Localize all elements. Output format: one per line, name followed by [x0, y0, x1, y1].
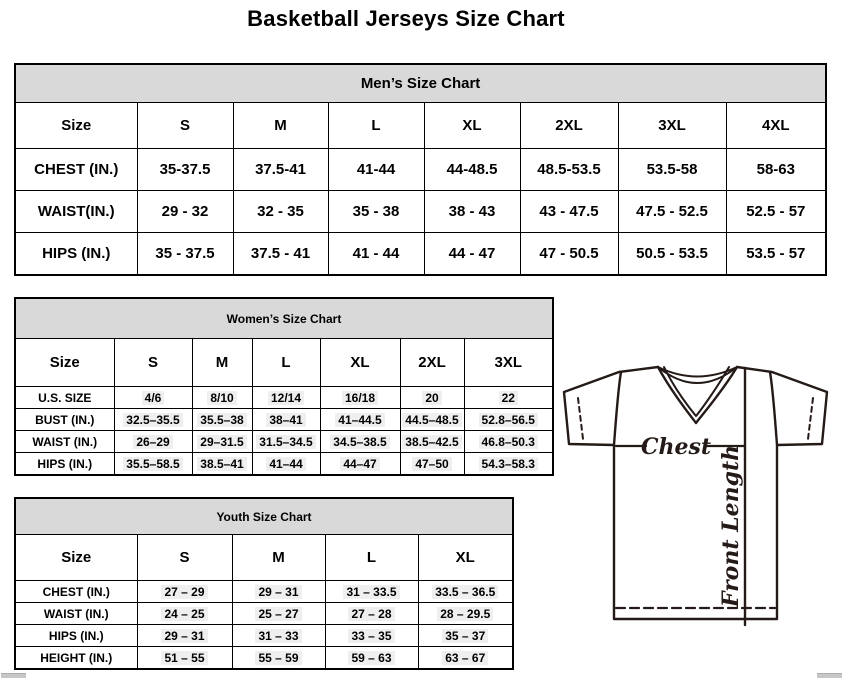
row-label: HEIGHT (IN.) — [15, 647, 137, 670]
size-cell: 48.5-53.5 — [520, 149, 618, 191]
size-cell — [325, 647, 418, 670]
size-cell: 35 - 38 — [328, 191, 424, 233]
youth-col-header: XL — [418, 535, 513, 581]
size-cell — [252, 431, 320, 453]
row-label: CHEST (IN.) — [15, 149, 137, 191]
row-label: HIPS (IN.) — [15, 625, 137, 647]
size-cell: 52.5 - 57 — [726, 191, 826, 233]
size-value: 46.8–50.3 — [479, 435, 538, 449]
size-value: 29 – 31 — [161, 629, 207, 643]
size-value: 27 – 29 — [161, 585, 207, 599]
bottom-left-fragment — [1, 673, 26, 678]
size-cell — [232, 603, 325, 625]
size-value: 4/6 — [142, 391, 165, 405]
size-cell: 32 - 35 — [233, 191, 328, 233]
mens-col-header: L — [328, 103, 424, 149]
size-cell: 44-48.5 — [424, 149, 520, 191]
mens-col-header: 2XL — [520, 103, 618, 149]
size-value: 52.8–56.5 — [479, 413, 538, 427]
size-cell — [320, 431, 400, 453]
mens-col-header: XL — [424, 103, 520, 149]
mens-hips-row — [15, 233, 826, 276]
chest-label: Chest — [640, 434, 712, 460]
size-value: 20 — [422, 391, 441, 405]
row-label: BUST (IN.) — [15, 409, 114, 431]
size-cell — [418, 647, 513, 670]
armhole-seam-right — [770, 372, 777, 445]
womens-ussize-row — [15, 387, 553, 409]
size-cell — [137, 603, 232, 625]
womens-col-header: S — [114, 339, 192, 387]
mens-col-header: 3XL — [618, 103, 726, 149]
size-value: 29 – 31 — [255, 585, 301, 599]
size-value: 28 – 29.5 — [437, 607, 493, 621]
size-cell — [232, 647, 325, 670]
youth-col-header: L — [325, 535, 418, 581]
size-cell — [252, 453, 320, 476]
womens-waist-row — [15, 431, 553, 453]
youth-hips-row — [15, 625, 513, 647]
size-value: 59 – 63 — [348, 651, 394, 665]
size-value: 41–44 — [266, 457, 305, 471]
size-cell: 41 - 44 — [328, 233, 424, 276]
size-cell — [192, 409, 252, 431]
size-value: 38–41 — [266, 413, 305, 427]
size-value: 25 – 27 — [255, 607, 301, 621]
size-value: 32.5–35.5 — [123, 413, 182, 427]
womens-col-header: Size — [15, 339, 114, 387]
size-value: 55 – 59 — [255, 651, 301, 665]
size-cell — [325, 581, 418, 603]
size-cell — [252, 409, 320, 431]
size-value: 41–44.5 — [335, 413, 384, 427]
size-value: 31.5–34.5 — [256, 435, 315, 449]
size-value: 63 – 67 — [442, 651, 488, 665]
womens-size-table — [14, 297, 554, 476]
womens-col-header: 2XL — [400, 339, 464, 387]
size-value: 31 – 33 — [255, 629, 301, 643]
size-value: 38.5–41 — [197, 457, 246, 471]
mens-col-header: 4XL — [726, 103, 826, 149]
size-cell — [192, 387, 252, 409]
mens-size-table — [14, 63, 827, 276]
size-value: 33 – 35 — [348, 629, 394, 643]
row-label: HIPS (IN.) — [15, 233, 137, 276]
womens-bust-row — [15, 409, 553, 431]
youth-waist-row — [15, 603, 513, 625]
armhole-seam-left — [614, 372, 621, 445]
mens-col-header: M — [233, 103, 328, 149]
size-cell — [320, 409, 400, 431]
row-label: WAIST (IN.) — [15, 603, 137, 625]
size-value: 12/14 — [268, 391, 304, 405]
youth-table-title: Youth Size Chart — [15, 498, 513, 535]
size-value: 22 — [499, 391, 518, 405]
size-value: 16/18 — [342, 391, 378, 405]
sleeve-dash-right — [808, 398, 813, 439]
bottom-right-fragment — [817, 673, 842, 678]
size-value: 26–29 — [133, 435, 172, 449]
size-value: 35.5–38 — [197, 413, 246, 427]
size-cell — [137, 647, 232, 670]
size-value: 34.5–38.5 — [330, 435, 389, 449]
size-value: 54.3–58.3 — [479, 457, 538, 471]
size-value: 38.5–42.5 — [402, 435, 461, 449]
size-cell — [418, 625, 513, 647]
mens-waist-row — [15, 191, 826, 233]
size-cell — [114, 387, 192, 409]
size-value: 24 – 25 — [161, 607, 207, 621]
size-cell — [252, 387, 320, 409]
size-cell — [192, 431, 252, 453]
mens-col-header: Size — [15, 103, 137, 149]
size-value: 35 – 37 — [442, 629, 488, 643]
sleeve-dash-left — [578, 398, 583, 439]
size-cell: 35-37.5 — [137, 149, 233, 191]
size-cell: 37.5 - 41 — [233, 233, 328, 276]
row-label: WAIST(IN.) — [15, 191, 137, 233]
size-cell — [114, 431, 192, 453]
size-value: 44–47 — [340, 457, 379, 471]
size-cell — [137, 581, 232, 603]
mens-col-header: S — [137, 103, 233, 149]
size-cell: 47.5 - 52.5 — [618, 191, 726, 233]
size-value: 33.5 – 36.5 — [432, 585, 498, 599]
youth-col-header: Size — [15, 535, 137, 581]
size-cell — [464, 431, 553, 453]
size-cell: 44 - 47 — [424, 233, 520, 276]
size-cell — [400, 431, 464, 453]
youth-size-table — [14, 497, 514, 670]
youth-chest-row — [15, 581, 513, 603]
size-cell — [464, 409, 553, 431]
size-cell — [114, 409, 192, 431]
size-value: 35.5–58.5 — [123, 457, 182, 471]
size-value: 47–50 — [412, 457, 451, 471]
front-length-label: Front Length — [718, 444, 744, 608]
size-cell — [325, 625, 418, 647]
size-cell — [418, 581, 513, 603]
size-value: 29–31.5 — [197, 435, 246, 449]
size-cell: 38 - 43 — [424, 191, 520, 233]
page-title: Basketball Jerseys Size Chart — [247, 6, 565, 31]
size-cell: 37.5-41 — [233, 149, 328, 191]
size-cell: 50.5 - 53.5 — [618, 233, 726, 276]
size-value: 51 – 55 — [161, 651, 207, 665]
youth-col-header: M — [232, 535, 325, 581]
size-cell — [320, 453, 400, 476]
size-cell: 41-44 — [328, 149, 424, 191]
size-cell — [464, 453, 553, 476]
size-value: 44.5–48.5 — [402, 413, 461, 427]
size-cell — [464, 387, 553, 409]
jersey-outline — [564, 367, 827, 619]
size-cell: 43 - 47.5 — [520, 191, 618, 233]
size-cell — [400, 387, 464, 409]
row-label: HIPS (IN.) — [15, 453, 114, 476]
size-cell — [114, 453, 192, 476]
row-label: CHEST (IN.) — [15, 581, 137, 603]
womens-hips-row — [15, 453, 553, 476]
size-value: 8/10 — [207, 391, 236, 405]
size-cell: 29 - 32 — [137, 191, 233, 233]
womens-col-header: M — [192, 339, 252, 387]
size-value: 27 – 28 — [348, 607, 394, 621]
womens-col-header: XL — [320, 339, 400, 387]
size-cell — [137, 625, 232, 647]
size-cell — [418, 603, 513, 625]
size-cell: 47 - 50.5 — [520, 233, 618, 276]
womens-col-header: 3XL — [464, 339, 553, 387]
row-label: U.S. SIZE — [15, 387, 114, 409]
size-cell — [232, 625, 325, 647]
row-label: WAIST (IN.) — [15, 431, 114, 453]
size-cell: 53.5-58 — [618, 149, 726, 191]
youth-col-header: S — [137, 535, 232, 581]
womens-table-title: Women’s Size Chart — [15, 298, 553, 339]
size-cell — [400, 409, 464, 431]
size-cell — [400, 453, 464, 476]
size-cell — [192, 453, 252, 476]
jersey-measurement-diagram — [555, 358, 843, 679]
size-cell — [232, 581, 325, 603]
womens-col-header: L — [252, 339, 320, 387]
youth-height-row — [15, 647, 513, 670]
size-cell — [325, 603, 418, 625]
mens-chest-row — [15, 149, 826, 191]
size-cell: 35 - 37.5 — [137, 233, 233, 276]
size-cell: 53.5 - 57 — [726, 233, 826, 276]
size-cell: 58-63 — [726, 149, 826, 191]
mens-table-title: Men’s Size Chart — [15, 64, 826, 103]
size-cell — [320, 387, 400, 409]
size-value: 31 – 33.5 — [343, 585, 399, 599]
